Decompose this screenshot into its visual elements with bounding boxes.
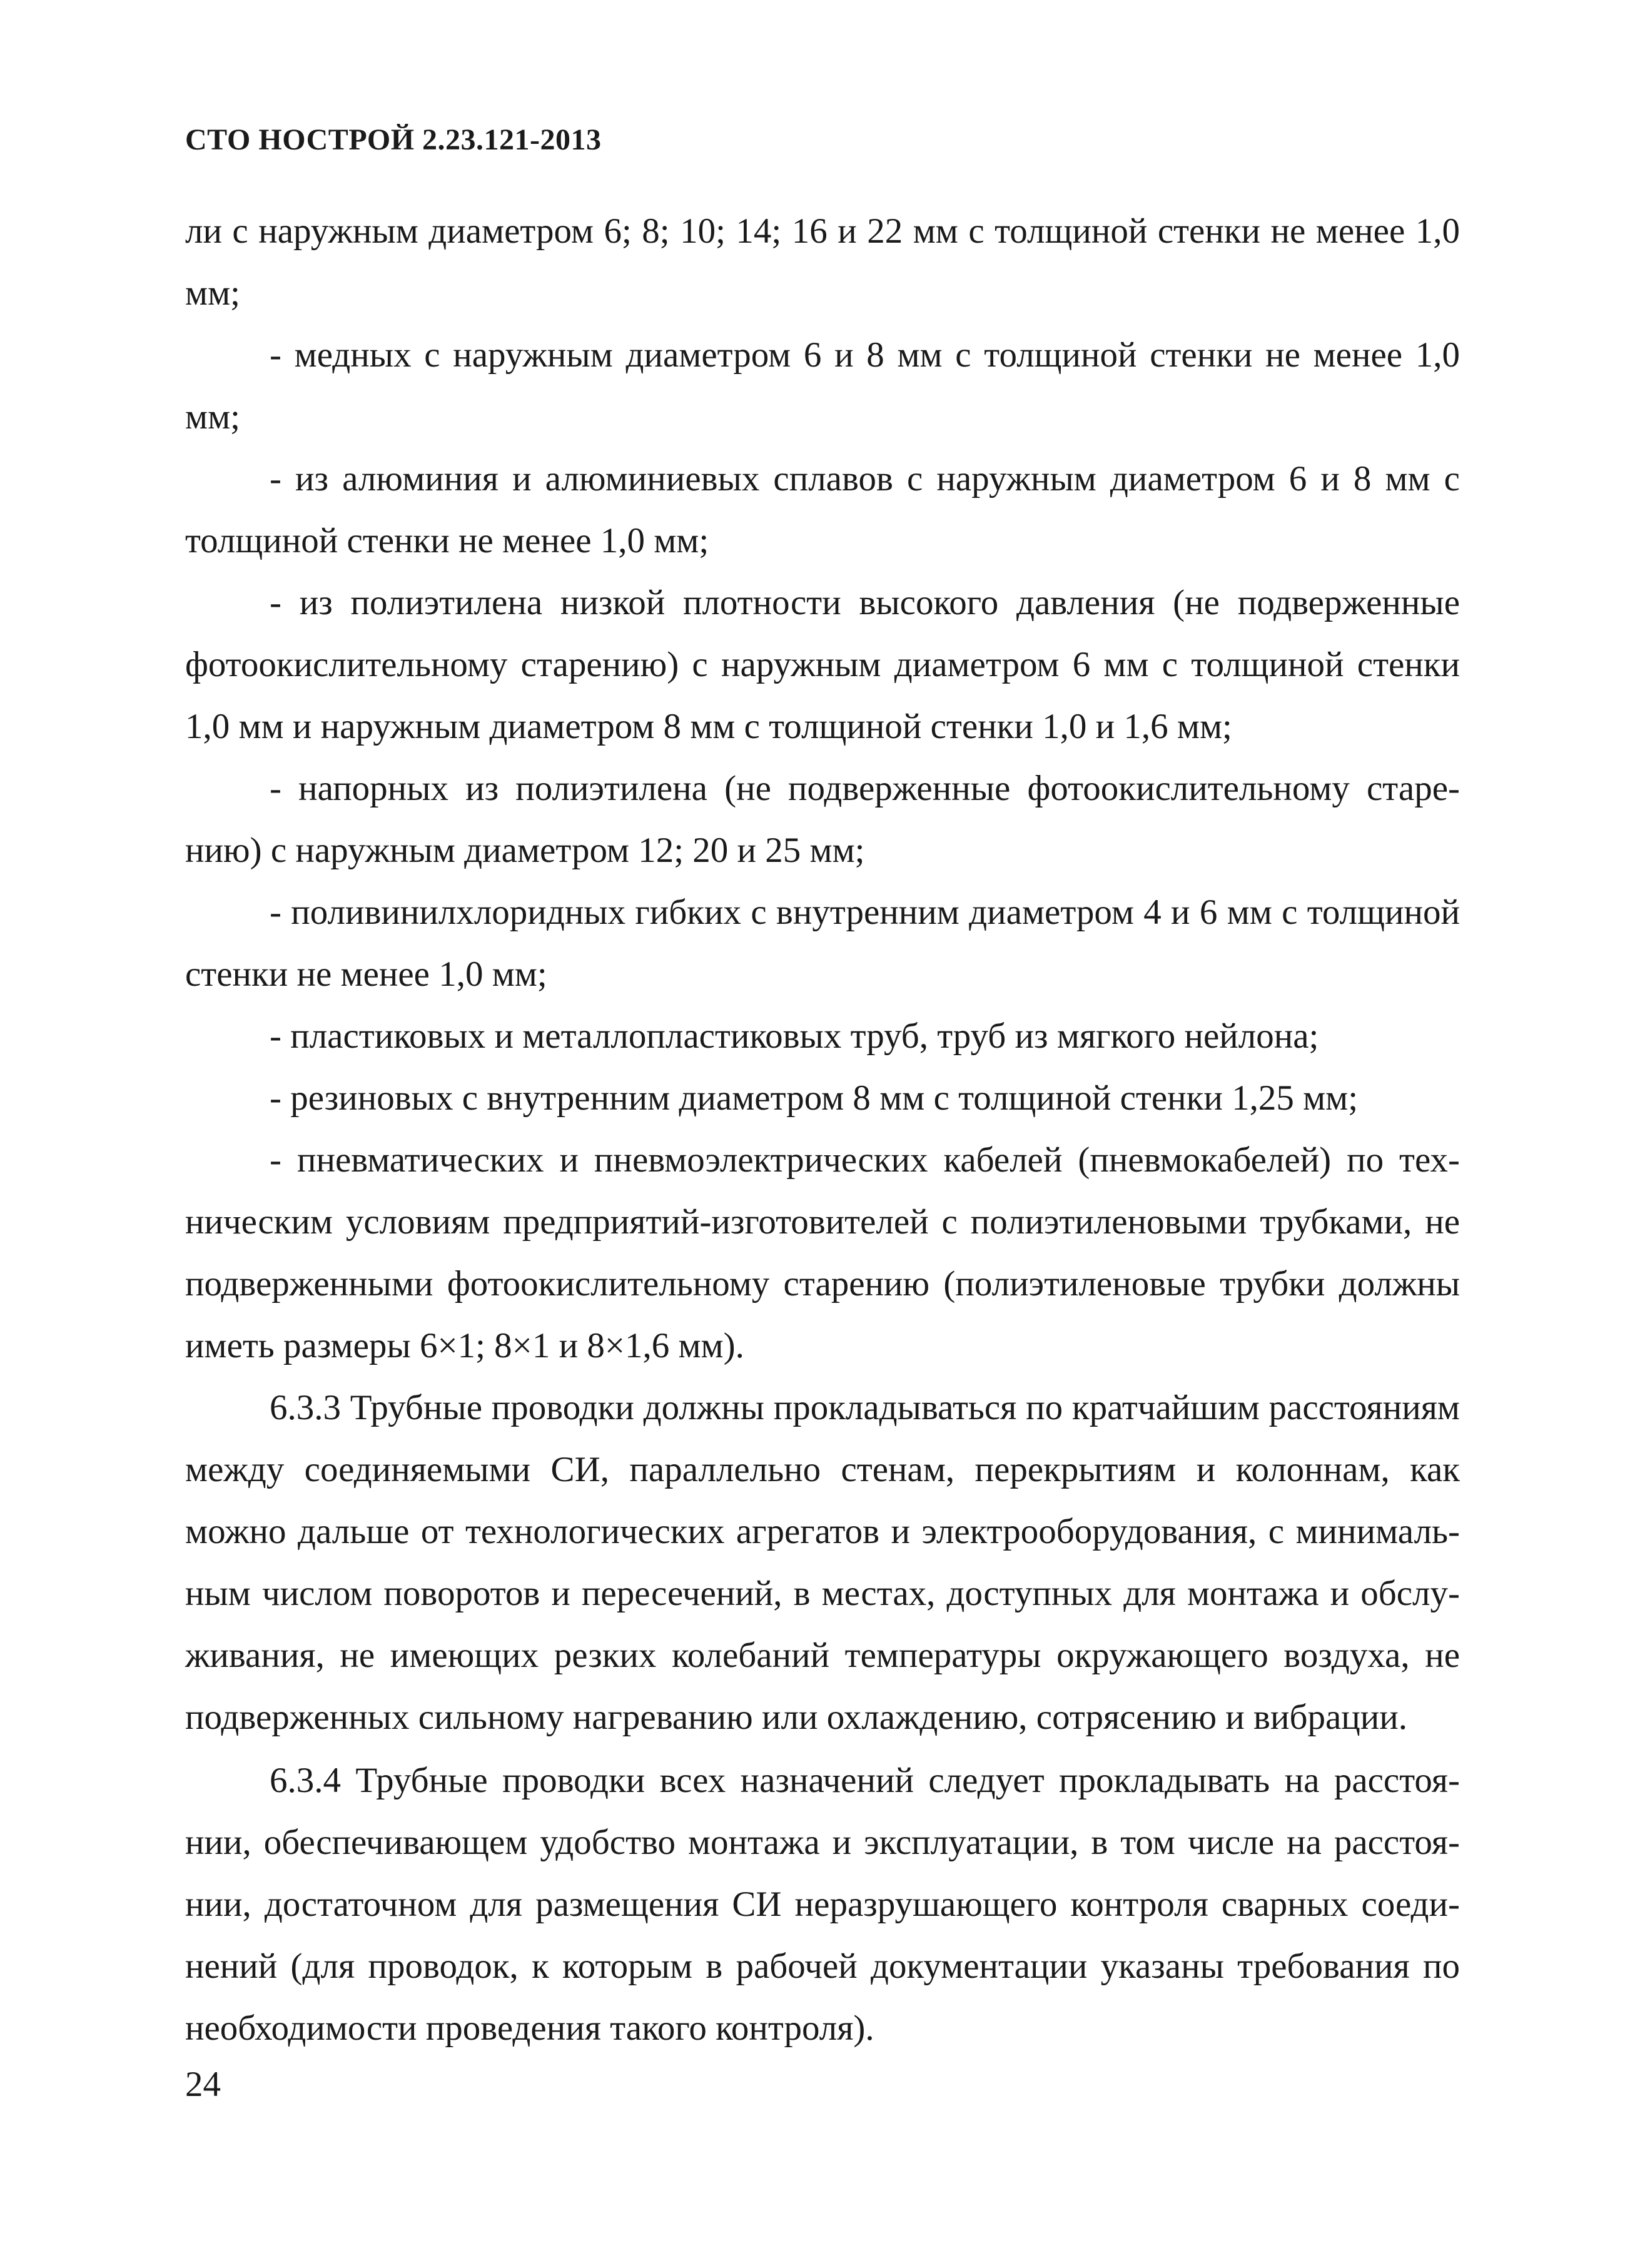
paragraph: - из алюминия и алюминиевых сплавов с наружным диаметром 6 и 8 мм с толщиной стенки не менее 1,0 мм; [185, 459, 1460, 560]
paragraph: - напорных из полиэтилена (не подверженные фотоокислительному старению) с наружным диаметром 12; 20 и 25 мм; [185, 769, 1460, 870]
paragraph: 6.3.3 Трубные проводки должны прокладываться по кратчайшим расстояниям между соединяемыми СИ, параллельно стенам, перекрытиям и колоннам, как можно дальше от технологических агрегатов и электрооборудования, с минимальным числом поворотов и пересечений, в местах, доступных для монтажа и обслуживания, не имеющих резких колебаний температуры окружающего воздуха, не подверженных сильному нагреванию или охлаждению, сотрясению и вибрации. [185, 1388, 1460, 1737]
body-text [185, 200, 1460, 2059]
paragraph: - медных с наружным диаметром 6 и 8 мм с толщиной стенки не менее 1,0 мм; [185, 335, 1460, 437]
paragraph: - поливинилхлоридных гибких с внутренним диаметром 4 и 6 мм с толщиной стенки не менее 1,0 мм; [185, 893, 1460, 994]
paragraph: - пневматических и пневмоэлектрических кабелей (пневмокабелей) по техническим условиям предприятий-изготовителей с полиэтиленовыми трубками, не подверженными фотоокислительному старению (полиэтиленовые трубки должны иметь размеры 6×1; 8×1 и 8×1,6 мм). [185, 1140, 1460, 1365]
page-number: 24 [185, 2065, 221, 2104]
paragraph: ли с наружным диаметром 6; 8; 10; 14; 16 и 22 мм с толщиной стенки не менее 1,0 мм; [185, 211, 1460, 313]
paragraph: - пластиковых и металлопластиковых труб, труб из мягкого нейлона; [270, 1016, 1319, 1056]
paragraph: - резиновых с внутренним диаметром 8 мм с толщиной стенки 1,25 мм; [270, 1078, 1359, 1118]
paragraph: - из полиэтилена низкой плотности высокого давления (не подверженные фотоокислительному старению) с наружным диаметром 6 мм с толщиной стенки 1,0 мм и наружным диаметром 8 мм с толщиной стенки 1,0 и 1,6 мм; [185, 583, 1460, 746]
document-header: СТО НОСТРОЙ 2.23.121-2013 [185, 123, 602, 156]
paragraph: 6.3.4 Трубные проводки всех назначений следует прокладывать на расстоянии, обеспечивающем удобство монтажа и эксплуатации, в том числе на расстоянии, достаточном для размещения СИ неразрушающего контроля сварных соединений (для проводок, к которым в рабочей документации указаны требования по необходимости проведения такого контроля). [185, 1761, 1460, 2048]
